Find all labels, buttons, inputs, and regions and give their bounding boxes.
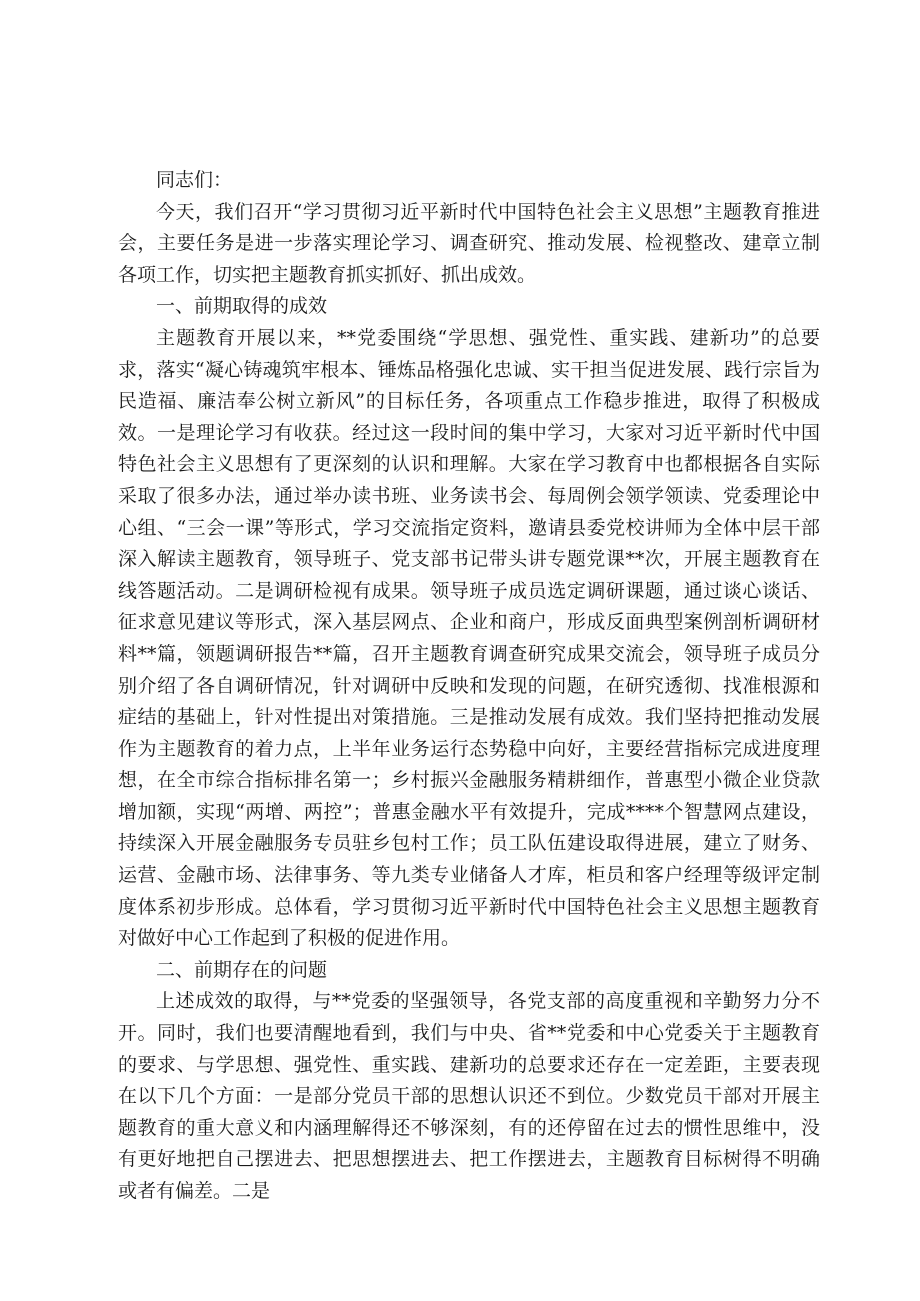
intro-paragraph: 今天，我们召开“学习贯彻习近平新时代中国特色社会主义思想”主题教育推进会，主要任务是进一步落实理论学习、调查研究、推动发展、检视整改、建章立制各项工作，切实把主题教育抓实抓好、抓出成效。 [118, 200, 820, 286]
salutation: 同志们： [156, 169, 233, 191]
document-body [118, 165, 820, 1208]
problems-paragraph: 上述成效的取得，与**党委的坚强领导，各党支部的高度重视和辛勤努力分不开。同时，我们也要清醒地看到，我们与中央、省**党委和中心党委关于主题教育的要求、与学思想、强党性、重实践、建新功的总要求还存在一定差距，主要表现在以下几个方面：一是部分党员干部的思想认识还不到位。少数党员干部对开展主题教育的重大意义和内涵理解得还不够深刻，有的还停留在过去的惯性思维中，没有更好地把自己摆进去、把思想摆进去、把工作摆进去，主题教育目标树得不明确或者有偏差。二是 [118, 990, 820, 1202]
achievements-paragraph: 主题教育开展以来，**党委围绕“学思想、强党性、重实践、建新功”的总要求，落实“凝心铸魂筑牢根本、锤炼品格强化忠诚、实干担当促进发展、践行宗旨为民造福、廉洁奉公树立新风”的目标任务，各项重点工作稳步推进，取得了积极成效。一是理论学习有收获。经过这一段时间的集中学习，大家对习近平新时代中国特色社会主义思想有了更深刻的认识和理解。大家在学习教育中也都根据各自实际采取了很多办法，通过举办读书班、业务读书会、每周例会领学领读、党委理论中心组、“三会一课”等形式，学习交流指定资料，邀请县委党校讲师为全体中层干部深入解读主题教育，领导班子、党支部书记带头讲专题党课**次，开展主题教育在线答题活动。二是调研检视有成果。领导班子成员选定调研课题，通过谈心谈话、征求意见建议等形式，深入基层网点、企业和商户，形成反面典型案例剖析调研材料**篇，领题调研报告**篇，召开主题教育调查研究成果交流会，领导班子成员分别介绍了各自调研情况，针对调研中反映和发现的问题，在研究透彻、找准根源和症结的基础上，针对性提出对策措施。三是推动发展有成效。我们坚持把推动发展作为主题教育的着力点，上半年业务运行态势稳中向好，主要经营指标完成进度理想，在全市综合指标排名第一；乡村振兴金融服务精耕细作，普惠型小微企业贷款增加额，实现“两增、两控”；普惠金融水平有效提升，完成****个智慧网点建设，持续深入开展金融服务专员驻乡包村工作；员工队伍建设取得进展，建立了财务、运营、金融市场、法律事务、等九类专业储备人才库，柜员和客户经理等级评定制度体系初步形成。总体看，学习贯彻习近平新时代中国特色社会主义思想主题教育对做好中心工作起到了积极的促进作用。 [118, 326, 820, 950]
section-heading-achievements: 一、前期取得的成效 [156, 295, 328, 318]
section-heading-problems: 二、前期存在的问题 [156, 958, 328, 981]
